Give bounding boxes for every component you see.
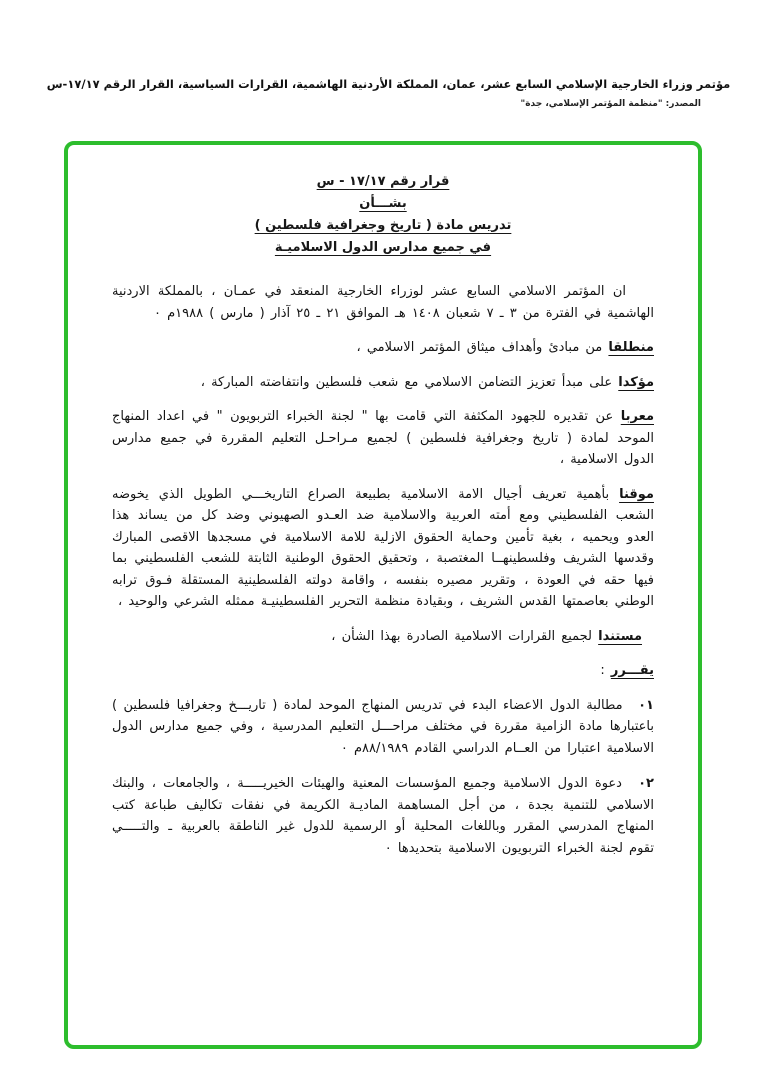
item-text: دعوة الدول الاسلامية وجميع المؤسسات المعنية والهيئات الخيريـــــة ، والجامعات ، والبنك الاسلامي للتنمية بجدة ، من أجل المساهمة الماديـة الكريمة في نفقات تكاليف طباعة كتب المنهاج المدرسي المقرر وباللغات المحلية أو الرسمية للدول غير الناطقة بالعربية ـ والتـــــي تقوم لجنة الخبراء التربويون الاسلامية بتحديدها ٠ [112,776,654,856]
clause-text: على مبدأ تعزيز التضامن الاسلامي مع شعب فلسطين وانتفاضته المباركة ، [200,374,613,390]
clause-lead-word: موقنا [619,486,654,502]
resolution-title-line-2 [112,193,654,215]
paragraph-preamble [112,281,654,324]
clause-text: من مبادئ وأهداف ميثاق المؤتمر الاسلامي ، [356,340,603,355]
clause-lead-word: منطلقا [608,340,654,355]
clause-lead-word: معربا [620,409,654,424]
resolution-title-block [112,171,654,259]
paragraph-clause-2 [112,372,654,394]
decides-lead-word: يقـــرر [610,663,654,678]
resolution-number: قرار رقم ١٧/١٧ - س [316,174,450,189]
scanned-resolution-frame [64,141,702,1049]
document-header-title: مؤتمر وزراء الخارجية الإسلامي السابع عشر، عمان، المملكة الأردنية الهاشمية، القرارات السياسية، القرار الرقم ١٧/١٧-س [46,77,731,91]
clause-text: عن تقديره للجهود المكثفة التي قامت بها " لجنة الخبراء التربويون " في اعداد المنهاج الموحد لمادة ( تاريخ وجغرافية فلسطين ) لجميع مـراحـل التعليم المقررة في جميع مدارس الدول الاسلامية ، [112,409,654,467]
resolution-title-line-3 [112,215,654,237]
resolution-subject: تدريس مادة ( تاريخ وجغرافية فلسطين ) [254,218,512,233]
clause-text: لجميع القرارات الاسلامية الصادرة بهذا الشأن ، [331,628,592,644]
resolution-title-line-1 [112,171,654,193]
item-number: ٠١ [638,697,654,713]
clause-lead-word: مستندا [598,628,642,644]
document-source-line: المصدر: "منظمة المؤتمر الإسلامي، جدة" [520,99,701,109]
paragraph-clause-5 [112,626,654,648]
resolution-subject-scope: في جميع مدارس الدول الاسلاميـة [274,240,492,255]
preamble-text: ان المؤتمر الاسلامي السابع عشر لوزراء الخارجية المنعقد في عمـان ، بالمملكة الاردنية الهاشمية في الفترة من ٣ ـ ٧ شعبان ١٤٠٨ هـ الموافق ٢١ ـ ٢٥ آذار ( مارس ) ١٩٨٨م ٠ [112,284,654,321]
paragraph-clause-3 [112,406,654,471]
decision-item-1 [112,695,654,760]
paragraph-clause-1 [112,337,654,359]
clause-text: بأهمية تعريف أجيال الامة الاسلامية بطبيعة الصراع التاريخـــي الطويل الذي يخوضه الشعب الفلسطيني ومع أمته العربية والاسلامية ضد العـدو الصهيوني وضد كل من يساند هذا العدو ويحميه ، بغية تأمين وحماية الحقوق الازلية للامة الاسلامية في مسجدها الاقصى المبارك وقدسها الشريف وفلسطينهــا المغتصبة ، وتحقيق الحقوق الوطنية الثابتة للشعب الفلسطيني بما فيها حقه في العودة ، وتقرير مصيره بنفسه ، واقامة دولته الفلسطينية المستقلة فـوق ترابه الوطني بعاصمتها القدس الشريف ، وبقيادة منظمة التحرير الفلسطينيـة ممثله الشرعي والوحيد ، [112,486,654,609]
item-number: ٠٢ [638,776,654,791]
resolution-title-line-4 [112,237,654,259]
decision-item-2 [112,773,654,859]
resolution-regarding-label: بشـــأن [359,196,407,211]
paragraph-decides-label [112,660,654,682]
item-text: مطالبة الدول الاعضاء البدء في تدريس المنهاج الموحد لمادة ( تاريـــخ وجغرافيا فلسطين ) باعتبارها مادة الزامية مقررة في مختلف مراحـــل التعليم المدرسية ، وفي جميع مدارس الدول الاسلامية اعتبارا من العــام الدراسي القادم ٨٨/١٩٨٩م ٠ [112,697,654,756]
decides-colon: : [600,663,605,678]
paragraph-clause-4 [112,484,654,613]
clause-lead-word: مؤكدا [618,374,654,390]
